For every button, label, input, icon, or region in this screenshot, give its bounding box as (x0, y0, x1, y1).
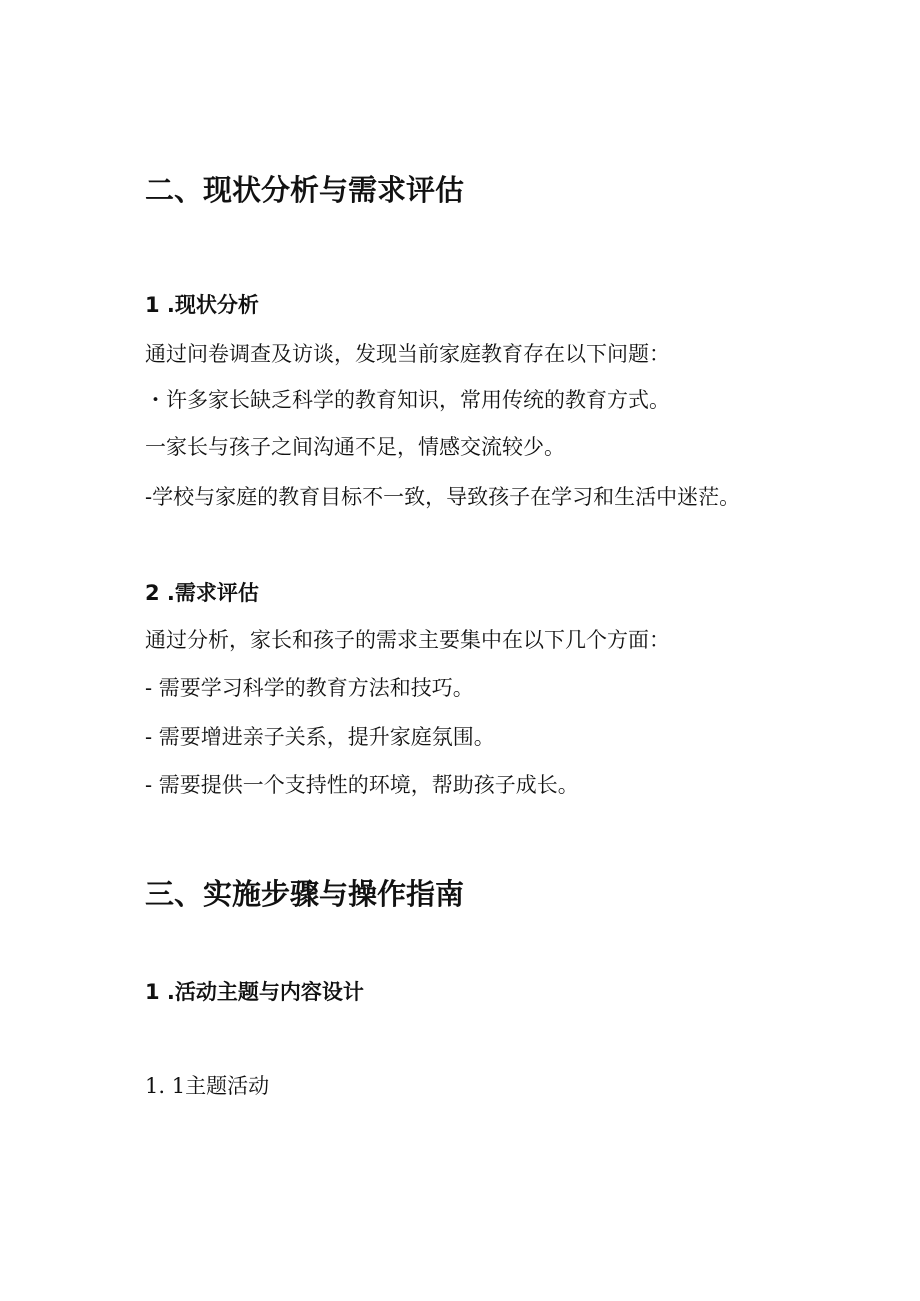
list-item: -学校与家庭的教育目标不一致，导致孩子在学习和生活中迷茫。 (145, 485, 741, 509)
paragraph: 通过分析，家长和孩子的需求主要集中在以下几个方面： (145, 628, 670, 652)
subsection-heading: 1 .现状分析 (145, 293, 259, 317)
section-heading: 三、实施步骤与操作指南 (145, 877, 465, 911)
paragraph: 通过问卷调查及访谈，发现当前家庭教育存在以下问题： (145, 342, 670, 366)
subsection-heading: 2 .需求评估 (145, 581, 259, 605)
section-heading: 二、现状分析与需求评估 (145, 173, 465, 207)
subsection-heading: 1 .活动主题与内容设计 (145, 980, 364, 1004)
list-item: ・许多家长缺乏科学的教育知识，常用传统的教育方式。 (145, 388, 670, 412)
list-item: - 需要学习科学的教育方法和技巧。 (145, 676, 474, 700)
list-item: - 需要提供一个支持性的环境，帮助孩子成长。 (145, 773, 579, 797)
list-item: - 需要增进亲子关系，提升家庭氛围。 (145, 725, 495, 749)
subsubsection-heading: 1. 1主题活动 (145, 1074, 270, 1098)
list-item: 一家长与孩子之间沟通不足，情感交流较少。 (145, 435, 565, 459)
